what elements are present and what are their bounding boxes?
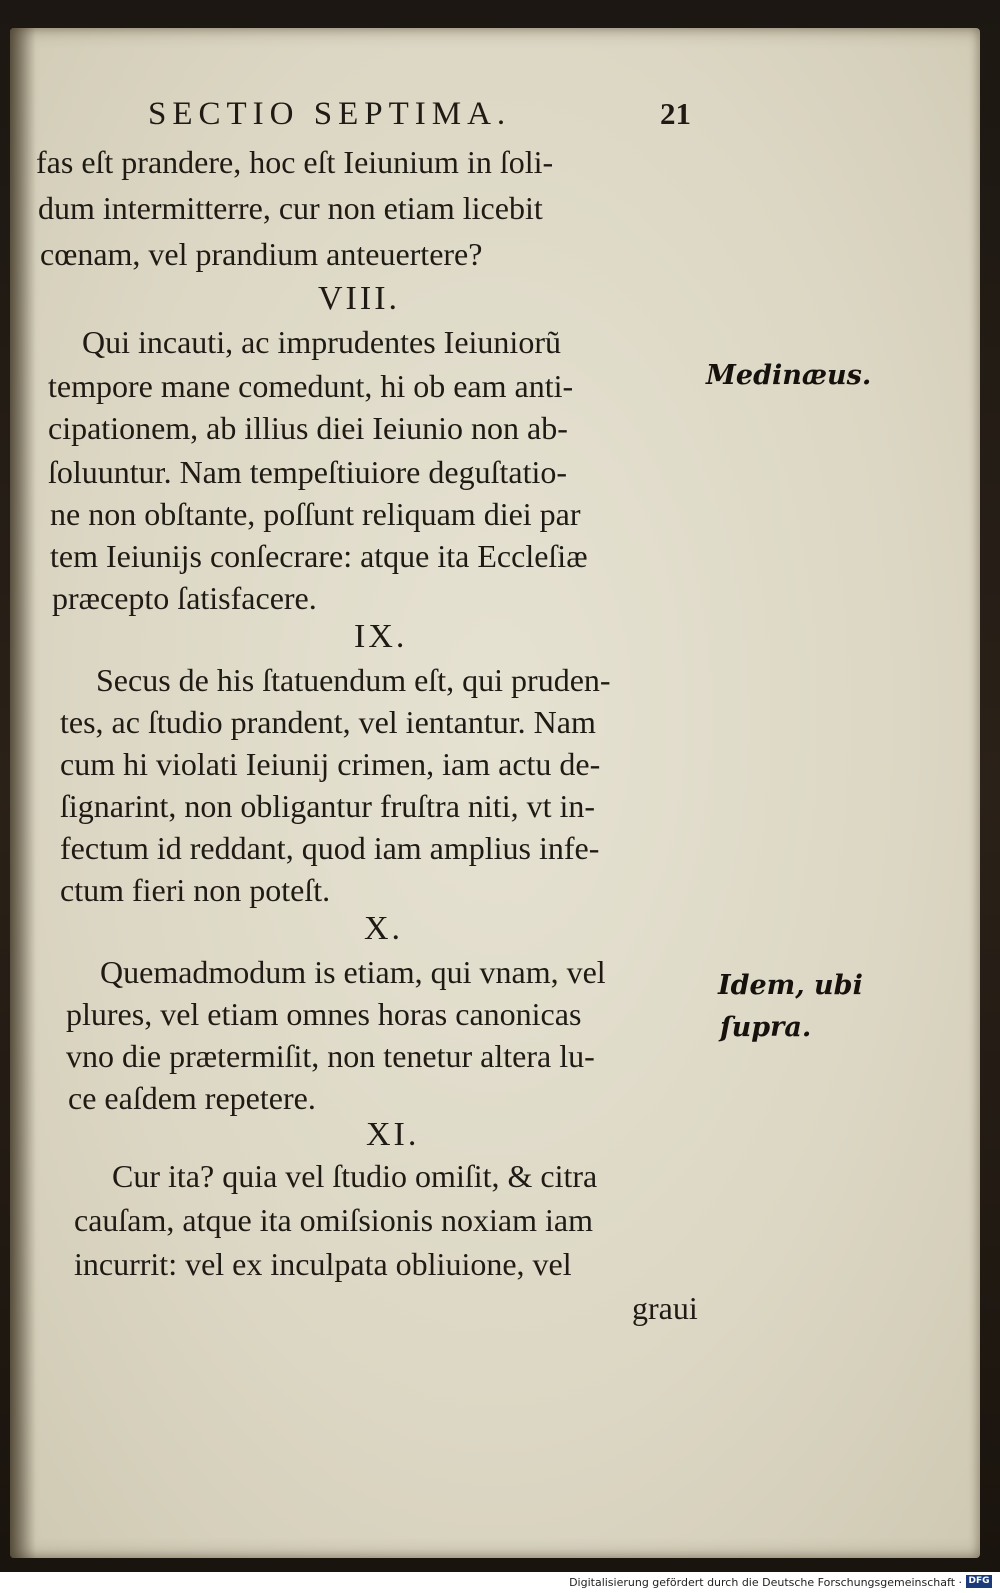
text-line: ce eaſdem repetere. xyxy=(68,1080,316,1116)
marginal-note: Medinæus. xyxy=(706,360,872,391)
dfg-logo-icon: DFG xyxy=(966,1575,992,1588)
page-number: 21 xyxy=(660,96,691,131)
text-line: ctum fieri non poteſt. xyxy=(60,872,331,908)
text-line: tempore mane comedunt, hi ob eam anti- xyxy=(48,368,574,404)
text-line: tem Ieiunijs conſecrare: atque ita Eccleſiæ xyxy=(50,538,588,574)
text-line: vno die prætermiſit, non tenetur altera lu- xyxy=(66,1038,595,1074)
text-line: ſignarint, non obligantur fruſtra niti, vt in- xyxy=(60,788,596,824)
text-line: tes, ac ſtudio prandent, vel ientantur. Nam xyxy=(60,704,596,740)
running-head-title: SECTIO SEPTIMA. xyxy=(148,96,512,132)
text-line: dum intermitterre, cur non etiam licebit xyxy=(38,190,543,226)
text-line: cum hi violati Ieiunij crimen, iam actu de- xyxy=(60,746,601,782)
text-line: plures, vel etiam omnes horas canonicas xyxy=(66,996,582,1032)
text-line: fectum id reddant, quod iam amplius infe- xyxy=(60,830,600,866)
footer-bar xyxy=(0,1572,1000,1593)
spine-shadow xyxy=(10,28,36,1558)
text-line: Quemadmodum is etiam, qui vnam, vel xyxy=(100,954,606,990)
catchword: graui xyxy=(632,1290,698,1326)
text-line: ne non obſtante, poſſunt reliquam diei par xyxy=(50,496,581,532)
section-heading: VIII. xyxy=(318,280,401,317)
text-line: incurrit: vel ex inculpata obliuione, vel xyxy=(74,1246,572,1282)
section-heading: X. xyxy=(364,910,404,947)
text-line: cauſam, atque ita omiſsionis noxiam iam xyxy=(74,1202,593,1238)
text-line: cipationem, ab illius diei Ieiunio non ab- xyxy=(48,410,568,446)
marginal-note: ſupra. xyxy=(720,1012,812,1043)
text-line: cœnam, vel prandium anteuertere? xyxy=(40,236,483,272)
text-line: præcepto ſatisfacere. xyxy=(52,580,317,616)
footer-credit: Digitalisierung gefördert durch die Deutsche Forschungsgemeinschaft · xyxy=(569,1576,962,1589)
text-line: ſoluuntur. Nam tempeſtiuiore deguſtatio- xyxy=(48,454,567,490)
text-line: Secus de his ſtatuendum eſt, qui pruden- xyxy=(96,662,611,698)
text-line: fas eſt prandere, hoc eſt Ieiunium in ſoli- xyxy=(36,144,554,180)
section-heading: IX. xyxy=(354,618,408,655)
text-line: Cur ita? quia vel ſtudio omiſit, & citra xyxy=(112,1158,598,1194)
marginal-note: Idem, ubi xyxy=(718,970,863,1001)
section-heading: XI. xyxy=(366,1116,420,1153)
text-line: Qui incauti, ac imprudentes Ieiuniorũ xyxy=(82,324,561,360)
